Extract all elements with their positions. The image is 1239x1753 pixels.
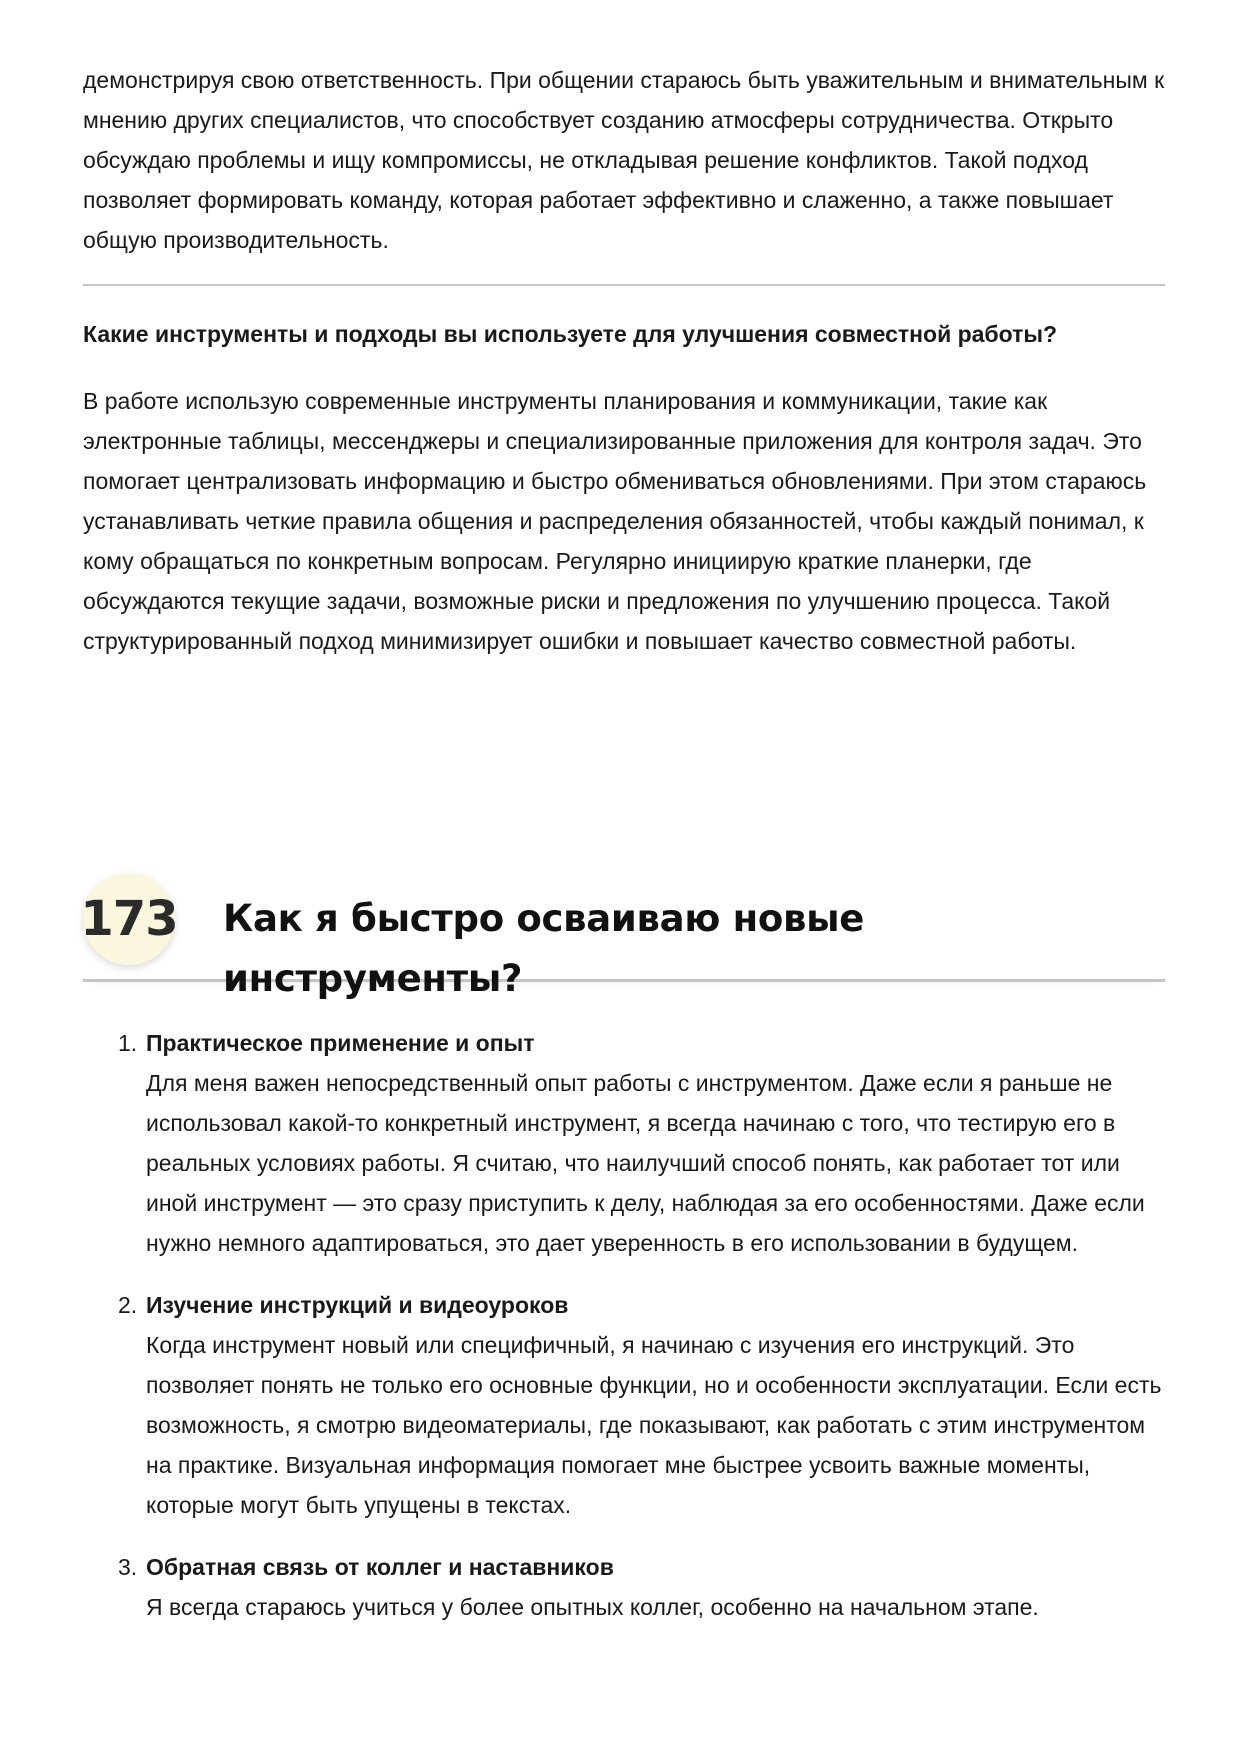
section-divider <box>83 284 1165 286</box>
answer-paragraph: В работе использую современные инструменты планирования и коммуникации, такие как электронные таблицы, мессенджеры и специализированные приложения для контроля задач. Это помогает централизовать информацию и быстро обмениваться обновлениями. При этом стараюсь устанавливать четкие правила общения и распределения обязанностей, чтобы каждый понимал, к кому обращаться по конкретным вопросам. Регулярно инициирую краткие планерки, где обсуждаются текущие задачи, возможные риски и предложения по улучшению процесса. Такой структурированный подход минимизирует ошибки и повышает качество совместной работы. <box>83 388 1147 654</box>
list-item-title: Обратная связь от коллег и наставников <box>146 1554 614 1580</box>
section-number-badge: 173 <box>83 873 175 965</box>
list-item-number: 1. <box>118 1030 138 1056</box>
question-heading: Какие инструменты и подходы вы используете для улучшения совместной работы? <box>83 321 1058 347</box>
list-item <box>83 1285 1165 1525</box>
list-item-text: Когда инструмент новый или специфичный, я начинаю с изучения его инструкций. Это позволяет понять не только его основные функции, но и особенности эксплуатации. Если есть возможность, я смотрю видеоматериалы, где показывают, как работать с этим инструментом на практике. Визуальная информация помогает мне быстрее усвоить важные моменты, которые могут быть упущены в текстах. <box>146 1332 1162 1518</box>
list-item <box>83 1023 1165 1263</box>
list-item-title: Практическое применение и опыт <box>146 1030 535 1056</box>
list-item-title: Изучение инструкций и видеоуроков <box>146 1292 569 1318</box>
numbered-list <box>83 1023 1165 1649</box>
intro-paragraph: демонстрируя свою ответственность. При общении стараюсь быть уважительным и внимательным к мнению других специалистов, что способствует созданию атмосферы сотрудничества. Открыто обсуждаю проблемы и ищу компромиссы, не откладывая решение конфликтов. Такой подход позволяет формировать команду, которая работает эффективно и слаженно, а также повышает общую производительность. <box>83 67 1165 253</box>
list-item-number: 2. <box>118 1292 138 1318</box>
list-item-text: Для меня важен непосредственный опыт работы с инструментом. Даже если я раньше не использовал какой-то конкретный инструмент, я всегда начинаю с того, что тестирую его в реальных условиях работы. Я считаю, что наилучший способ понять, как работает тот или иной инструмент — это сразу приступить к делу, наблюдая за его особенностями. Даже если нужно немного адаптироваться, это дает уверенность в его использовании в будущем. <box>146 1070 1145 1256</box>
section-header <box>80 873 1165 1000</box>
list-item-number: 3. <box>118 1554 138 1580</box>
list-item-text: Я всегда стараюсь учиться у более опытных коллег, особенно на начальном этапе. <box>146 1594 1039 1620</box>
section-title: Как я быстро осваиваю новые инструменты? <box>223 897 865 1000</box>
list-item <box>83 1547 1165 1627</box>
